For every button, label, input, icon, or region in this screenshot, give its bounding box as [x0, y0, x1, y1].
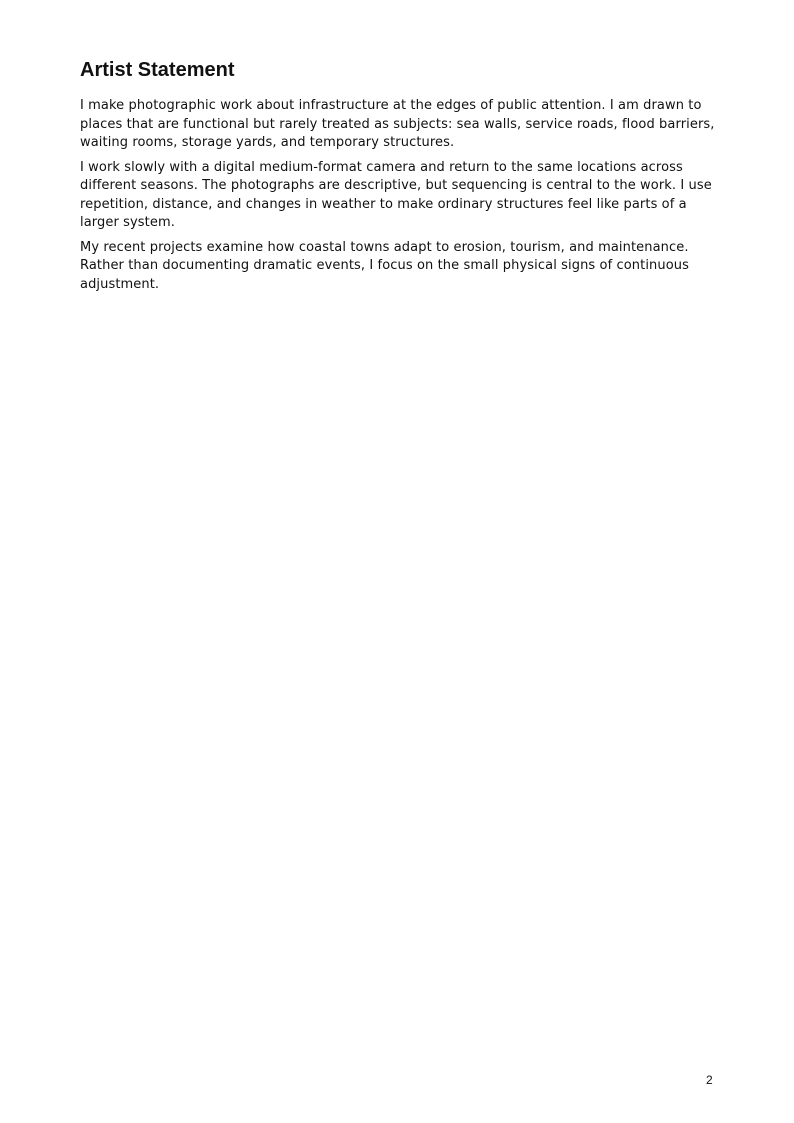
page-number: 2 — [706, 1073, 713, 1087]
page-content — [80, 57, 720, 300]
page-title: Artist Statement — [80, 59, 235, 81]
paragraph: I work slowly with a digital medium-format camera and return to the same locations across different seasons. The photographs are descriptive, but sequencing is central to the work. I use repetition, distance, and changes in weather to make ordinary structures feel like parts of a larger system. — [80, 159, 712, 230]
paragraph: My recent projects examine how coastal towns adapt to erosion, tourism, and maintenance. Rather than documenting dramatic events, I focus on the small physical signs of continuous adjustment. — [80, 239, 689, 292]
paragraph: I make photographic work about infrastructure at the edges of public attention. I am drawn to places that are functional but rarely treated as subjects: sea walls, service roads, flood barriers, waiting rooms, storage yards, and temporary structures. — [80, 98, 715, 150]
